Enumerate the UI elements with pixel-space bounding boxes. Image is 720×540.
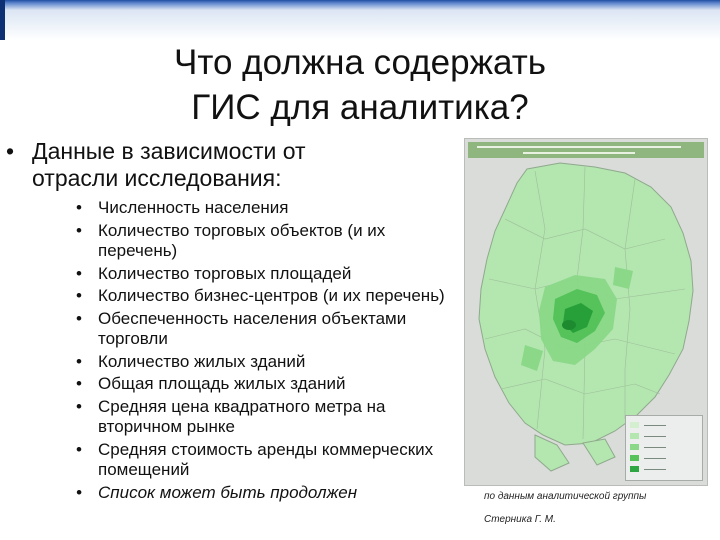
moscow-price-map bbox=[464, 138, 708, 486]
sub-bullet-item-last bbox=[76, 483, 466, 504]
bullet-dot: • bbox=[76, 351, 82, 371]
legend-swatch bbox=[630, 444, 639, 450]
sub-bullet-text: Список может быть продолжен bbox=[98, 482, 358, 502]
slide-top-bar-edge bbox=[0, 0, 5, 40]
sub-bullet-text: Количество торговых объектов (и их перечень) bbox=[98, 220, 386, 260]
bullet-dot: • bbox=[6, 138, 15, 164]
sub-bullet-list bbox=[76, 198, 466, 505]
legend-row bbox=[630, 422, 700, 429]
slide-top-bar bbox=[0, 0, 720, 40]
legend-text-line bbox=[644, 469, 666, 470]
legend-swatch bbox=[630, 466, 639, 472]
price-zone-center bbox=[562, 320, 576, 330]
sub-bullet-item bbox=[76, 198, 466, 219]
legend-row bbox=[630, 455, 700, 462]
legend-text-line bbox=[644, 436, 666, 437]
sub-bullet-text: Численность населения bbox=[98, 198, 289, 217]
bullet-dot: • bbox=[76, 439, 82, 459]
bullet-dot: • bbox=[76, 263, 82, 283]
slide-title bbox=[100, 40, 620, 130]
sub-bullet-item bbox=[76, 374, 466, 395]
main-bullet bbox=[6, 138, 386, 192]
main-bullet-text: Данные в зависимости от отрасли исследования: bbox=[32, 138, 306, 191]
legend-swatch bbox=[630, 433, 639, 439]
sub-bullet-item bbox=[76, 221, 466, 262]
legend-text-line bbox=[644, 458, 666, 459]
map-title-bar bbox=[468, 142, 704, 158]
source-caption-line-1: по данным аналитической группы bbox=[484, 491, 647, 502]
legend-row bbox=[630, 444, 700, 451]
sub-bullet-item bbox=[76, 440, 466, 481]
bullet-dot: • bbox=[76, 308, 82, 328]
sub-bullet-text: Количество бизнес-центров (и их перечень) bbox=[98, 286, 445, 305]
map-legend bbox=[625, 415, 703, 481]
title-line-1: Что должна содержать bbox=[174, 43, 546, 82]
city-area-southeast bbox=[583, 439, 615, 465]
sub-bullet-text: Количество торговых площадей bbox=[98, 263, 352, 283]
legend-row bbox=[630, 433, 700, 440]
bullet-dot: • bbox=[76, 220, 82, 240]
title-line-2: ГИС для аналитика? bbox=[191, 88, 529, 127]
bullet-dot: • bbox=[76, 286, 82, 305]
bullet-dot: • bbox=[76, 482, 82, 502]
sub-bullet-item bbox=[76, 352, 466, 373]
sub-bullet-text: Количество жилых зданий bbox=[98, 351, 306, 371]
sub-bullet-item bbox=[76, 397, 466, 438]
sub-bullet-text: Общая площадь жилых зданий bbox=[98, 374, 346, 393]
sub-bullet-item bbox=[76, 264, 466, 285]
source-caption-line-2: Стерника Г. М. bbox=[484, 514, 556, 525]
sub-bullet-text: Средняя цена квадратного метра на вторичном рынке bbox=[98, 396, 386, 436]
legend-row bbox=[630, 466, 700, 473]
legend-swatch bbox=[630, 455, 639, 461]
sub-bullet-item bbox=[76, 309, 466, 350]
bullet-dot: • bbox=[76, 198, 82, 217]
bullet-dot: • bbox=[76, 396, 82, 416]
legend-text-line bbox=[644, 425, 666, 426]
sub-bullet-item bbox=[76, 286, 466, 307]
sub-bullet-text: Обеспеченность населения объектами торговли bbox=[98, 308, 407, 348]
bullet-dot: • bbox=[76, 374, 82, 393]
sub-bullet-text: Средняя стоимость аренды коммерческих помещений bbox=[98, 439, 434, 479]
legend-text-line bbox=[644, 447, 666, 448]
legend-swatch bbox=[630, 422, 639, 428]
